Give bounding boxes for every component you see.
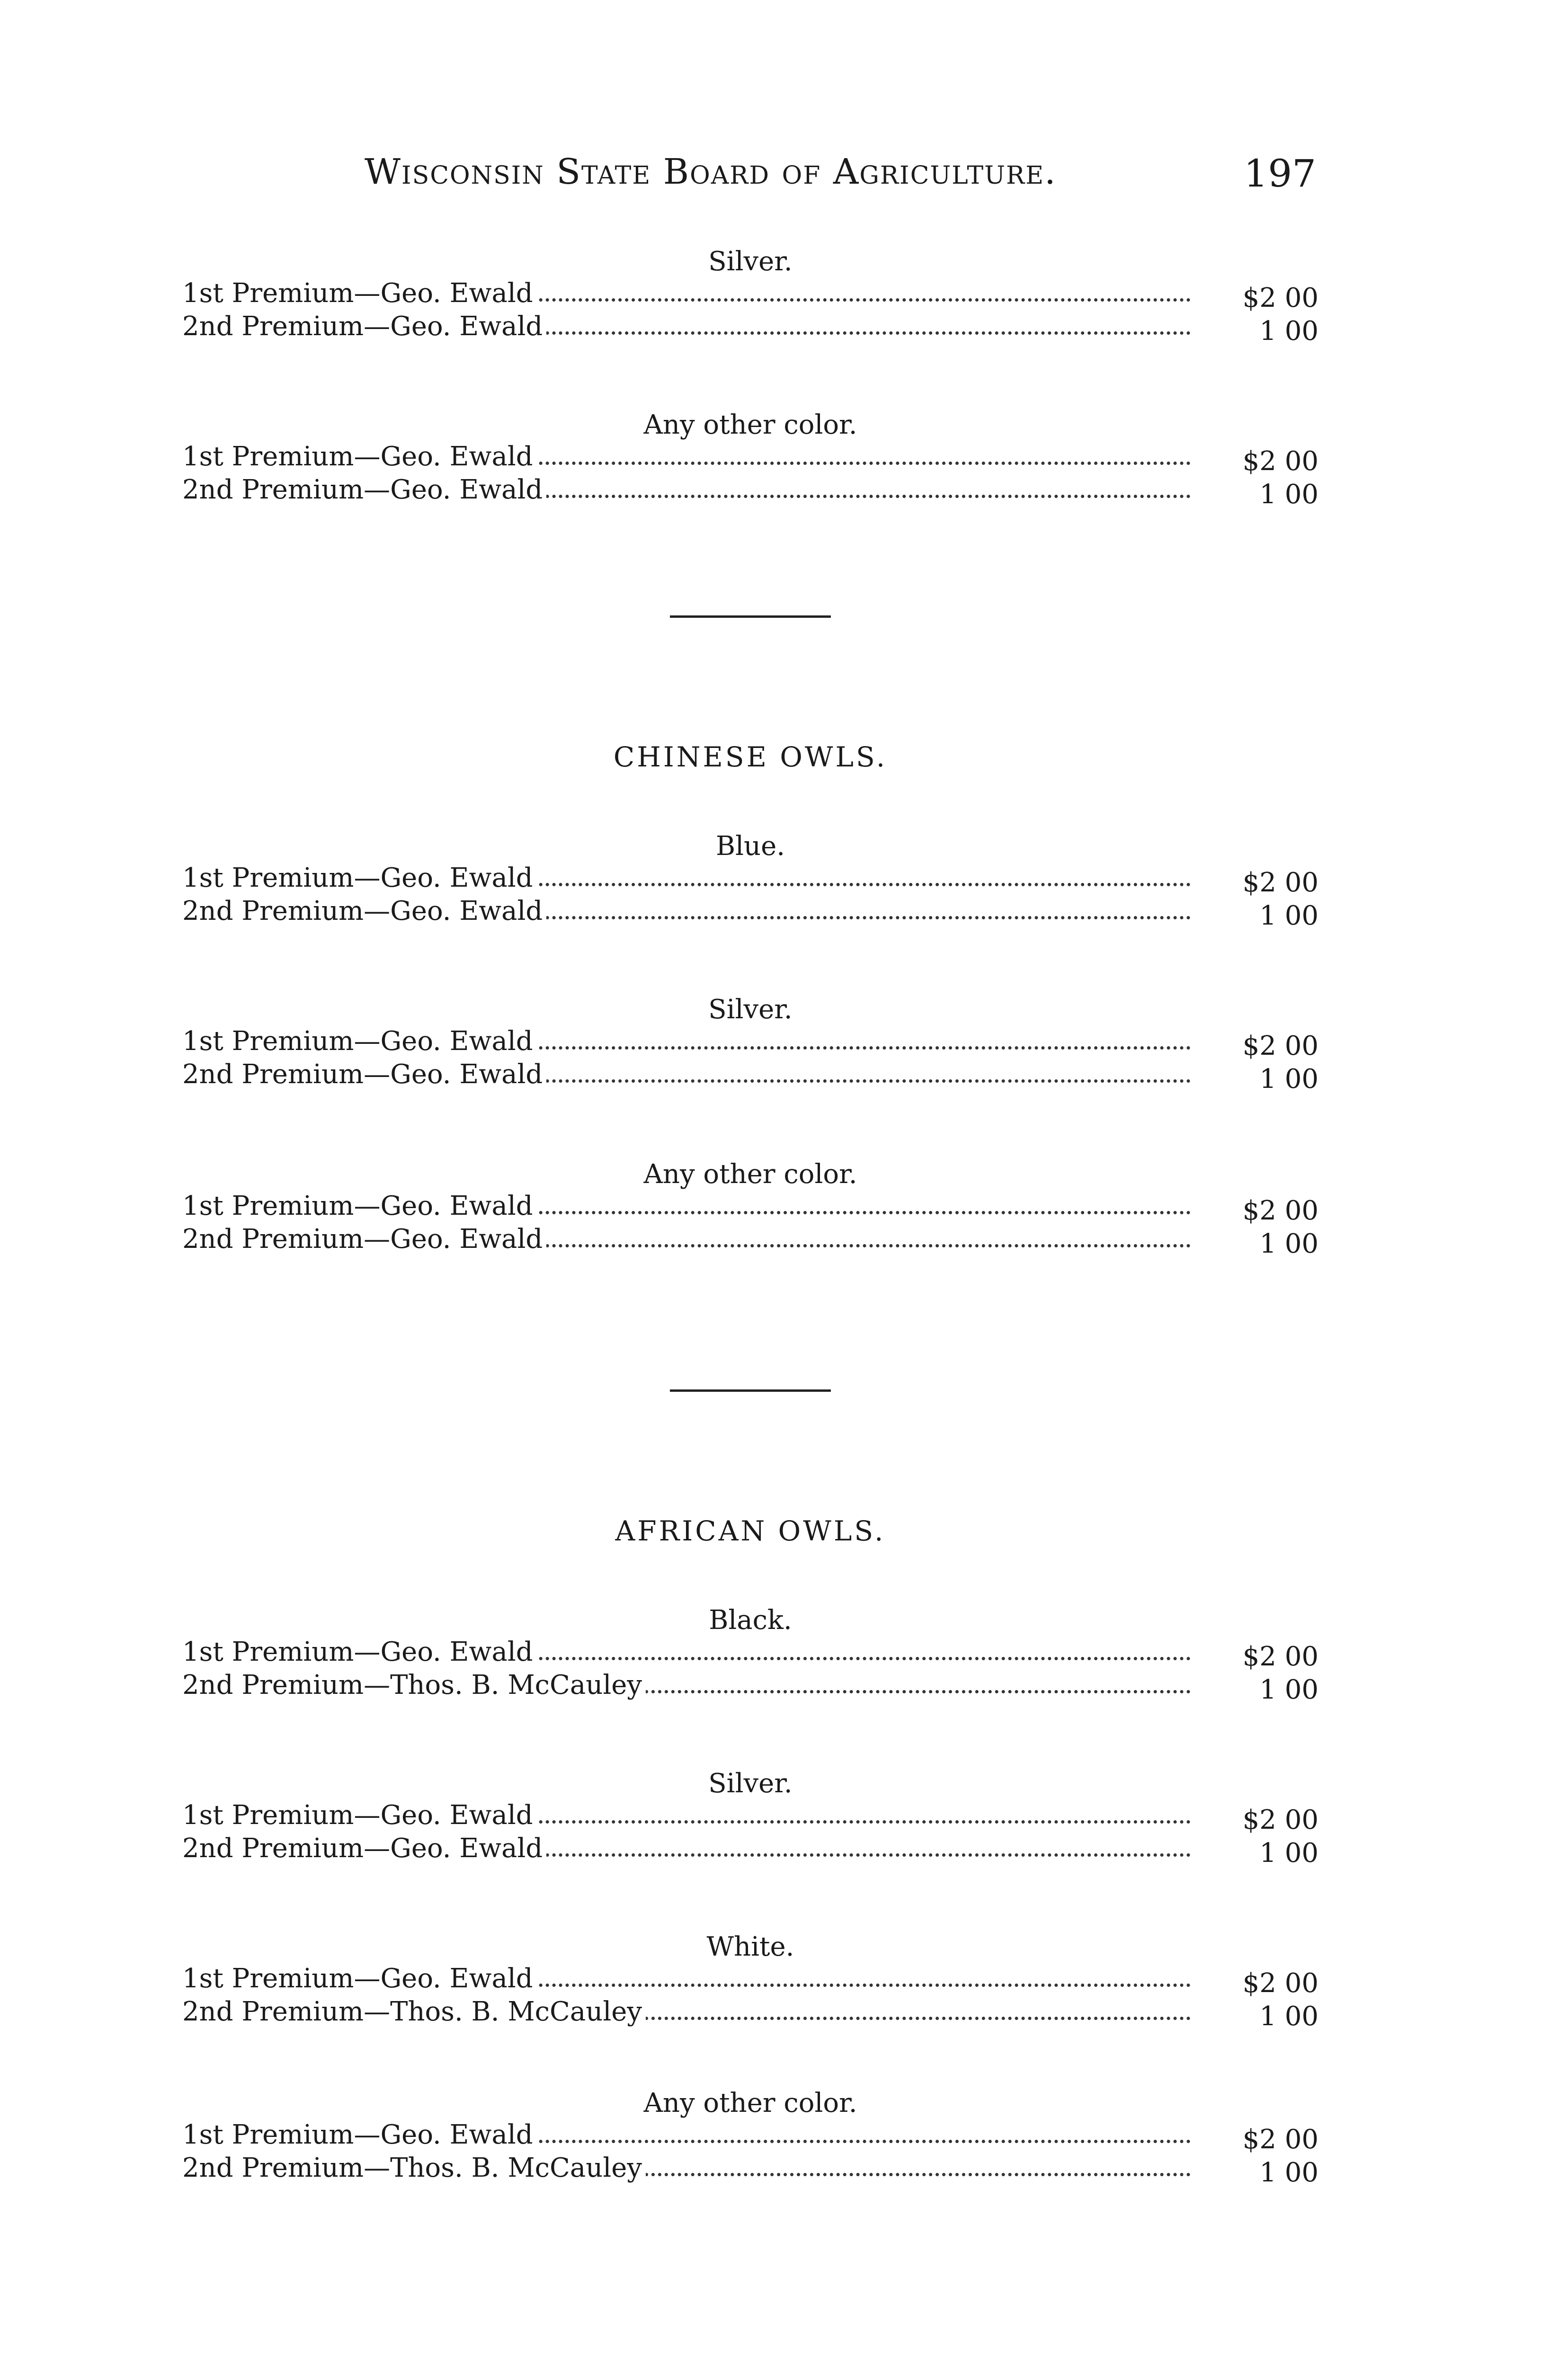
group-subheading: Black. bbox=[709, 1605, 792, 1636]
group-subheading: Any other color. bbox=[643, 1159, 857, 1190]
entry-label: 1st Premium—Geo. Ewald bbox=[182, 278, 537, 309]
entry-amount: 1 00 bbox=[1259, 1674, 1319, 1705]
entry-label: 1st Premium—Geo. Ewald bbox=[182, 1191, 537, 1221]
entry-label: 1st Premium—Geo. Ewald bbox=[182, 1800, 537, 1831]
entry-amount: 1 00 bbox=[1259, 900, 1319, 931]
premium-entry bbox=[182, 277, 1319, 313]
entry-amount: $2 00 bbox=[1242, 2124, 1319, 2155]
premium-entry bbox=[182, 1799, 1319, 1835]
group-subheading: White. bbox=[706, 1931, 794, 1962]
entry-amount: 1 00 bbox=[1259, 1228, 1319, 1259]
premium-entry bbox=[182, 1669, 1319, 1705]
entry-label: 1st Premium—Geo. Ewald bbox=[182, 1963, 537, 1994]
entry-amount: 1 00 bbox=[1259, 2001, 1319, 2032]
group-subheading: Silver. bbox=[708, 246, 793, 277]
premium-entry bbox=[182, 473, 1319, 510]
entry-label: 2nd Premium—Geo. Ewald bbox=[182, 311, 546, 342]
premium-entry bbox=[182, 1025, 1319, 1061]
page-header bbox=[365, 151, 1316, 204]
entry-label: 2nd Premium—Thos. B. McCauley bbox=[182, 1670, 646, 1700]
entry-amount: $2 00 bbox=[1242, 283, 1319, 313]
entry-label: 2nd Premium—Geo. Ewald bbox=[182, 1833, 546, 1864]
entry-amount: $2 00 bbox=[1242, 867, 1319, 898]
premium-entry bbox=[182, 440, 1319, 477]
premium-entry bbox=[182, 1190, 1319, 1226]
premium-entry bbox=[182, 1636, 1319, 1672]
entry-amount: 1 00 bbox=[1259, 316, 1319, 347]
entry-amount: 1 00 bbox=[1259, 2157, 1319, 2188]
running-title: Wisconsin State Board of Agriculture. bbox=[365, 151, 1057, 192]
entry-label: 2nd Premium—Geo. Ewald bbox=[182, 896, 546, 926]
premium-entry bbox=[182, 2152, 1319, 2188]
premium-entry bbox=[182, 310, 1319, 347]
page-number: 197 bbox=[1244, 151, 1316, 196]
group-subheading: Any other color. bbox=[643, 2088, 857, 2118]
premium-entry bbox=[182, 2118, 1319, 2155]
entry-amount: $2 00 bbox=[1242, 1641, 1319, 1672]
premium-entry bbox=[182, 862, 1319, 898]
premium-entry bbox=[182, 1832, 1319, 1869]
section-divider bbox=[670, 615, 831, 618]
premium-entry bbox=[182, 895, 1319, 931]
group-subheading: Blue. bbox=[715, 831, 785, 862]
entry-amount: $2 00 bbox=[1242, 446, 1319, 477]
entry-label: 2nd Premium—Thos. B. McCauley bbox=[182, 2153, 646, 2183]
entry-amount: 1 00 bbox=[1259, 1064, 1319, 1095]
entry-label: 1st Premium—Geo. Ewald bbox=[182, 863, 537, 893]
entry-label: 2nd Premium—Geo. Ewald bbox=[182, 474, 546, 505]
entry-label: 1st Premium—Geo. Ewald bbox=[182, 1637, 537, 1667]
entry-amount: 1 00 bbox=[1259, 479, 1319, 510]
entry-amount: $2 00 bbox=[1242, 1195, 1319, 1226]
entry-label: 1st Premium—Geo. Ewald bbox=[182, 441, 537, 472]
entry-label: 1st Premium—Geo. Ewald bbox=[182, 2119, 537, 2150]
entry-label: 1st Premium—Geo. Ewald bbox=[182, 1026, 537, 1057]
entry-amount: $2 00 bbox=[1242, 1968, 1319, 1999]
entry-label: 2nd Premium—Thos. B. McCauley bbox=[182, 1996, 646, 2027]
entry-amount: $2 00 bbox=[1242, 1805, 1319, 1835]
section-title: CHINESE OWLS. bbox=[613, 741, 888, 773]
premium-entry bbox=[182, 1223, 1319, 1259]
premium-entry bbox=[182, 1058, 1319, 1095]
entry-amount: $2 00 bbox=[1242, 1031, 1319, 1061]
premium-entry bbox=[182, 1962, 1319, 1999]
group-subheading: Silver. bbox=[708, 994, 793, 1025]
group-subheading: Silver. bbox=[708, 1768, 793, 1799]
premium-entry bbox=[182, 1995, 1319, 2032]
section-divider bbox=[670, 1389, 831, 1392]
entry-label: 2nd Premium—Geo. Ewald bbox=[182, 1059, 546, 1090]
entry-label: 2nd Premium—Geo. Ewald bbox=[182, 1224, 546, 1255]
section-title: AFRICAN OWLS. bbox=[615, 1515, 886, 1547]
group-subheading: Any other color. bbox=[643, 409, 857, 440]
entry-amount: 1 00 bbox=[1259, 1838, 1319, 1869]
